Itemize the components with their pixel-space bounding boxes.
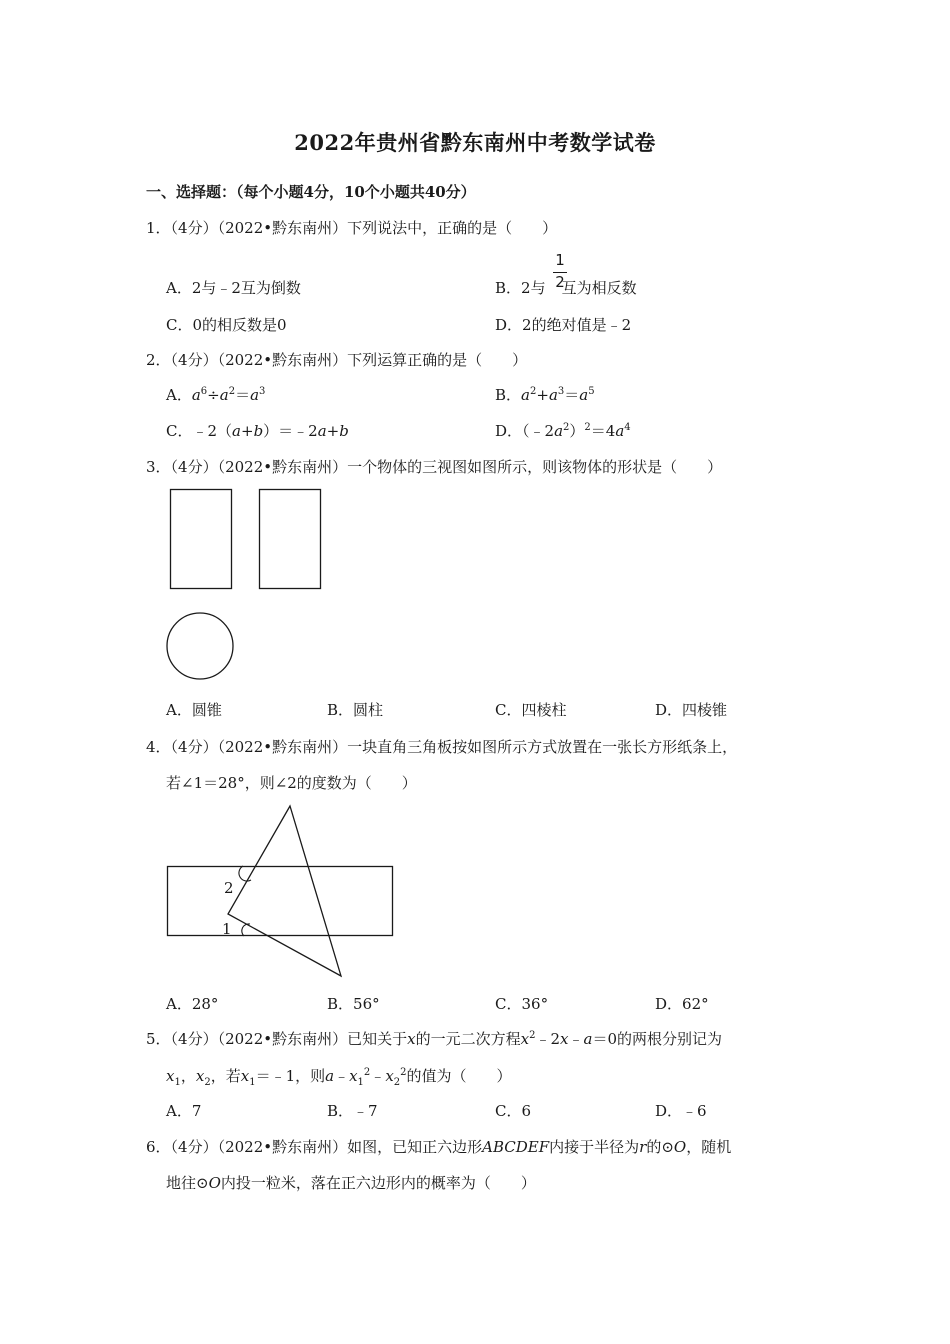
question-4-option-a: A．28° (166, 995, 219, 1013)
question-1-option-a: A．2与﹣2互为倒数 (166, 279, 301, 297)
question-2-source: （2022•黔东南州） (217, 351, 348, 369)
page-title: 2022年贵州省黔东南州中考数学试卷 (294, 130, 656, 155)
question-1-text: 下列说法中，正确的是（ ） (347, 219, 558, 237)
question-6-score: （4分） (170, 1138, 218, 1156)
question-1-option-c: C．0的相反数是0 (166, 316, 287, 334)
angle-1-label: 1 (222, 920, 232, 938)
question-5-text-line2: $x_1$，$x_2$，若$x_1=﹣1$，则$a﹣x_1^2﹣x_2^2$的值为（ ） (166, 1067, 512, 1088)
question-5-score: （4分） (170, 1030, 218, 1048)
section-heading: 一、选择题：（每个小题4分，10个小题共40分） (146, 183, 476, 201)
paper-strip-rect (168, 867, 393, 936)
question-1-source: （2022•黔东南州） (217, 219, 348, 237)
question-3-option-b: B．圆柱 (327, 701, 384, 719)
fraction-numerator: 1 (555, 251, 565, 269)
question-6-stem: 6．（4分）（2022•黔东南州）如图，已知正六边形ABCDEF内接于半径为r的⊙O，随机 (146, 1138, 732, 1156)
question-5-option-b: B．﹣7 (327, 1102, 378, 1120)
question-3-option-d: D．四棱锥 (655, 701, 728, 719)
option-b-prefix: B．2与 (495, 279, 546, 297)
question-4-score: （4分） (170, 738, 218, 756)
question-2-option-c: C．﹣2（a+b）＝﹣2a+b (166, 422, 349, 440)
question-6-source: （2022•黔东南州） (217, 1138, 348, 1156)
fraction-denominator: 2 (555, 273, 565, 291)
question-5-option-a: A．7 (166, 1102, 202, 1120)
question-2-option-a: A．$a^6\div a^2=a^3$ (166, 386, 266, 404)
question-3-text: 一个物体的三视图如图所示，则该物体的形状是（ ） (347, 458, 723, 476)
question-4-text: 一块直角三角板按如图所示方式放置在一张长方形纸条上， (347, 738, 738, 756)
question-2-option-b: B．$a^2+a^3=a^5$ (495, 386, 595, 404)
question-1-option-d: D．2的绝对值是﹣2 (495, 316, 632, 334)
question-5-number: 5． (146, 1030, 171, 1048)
angle-2-arc (239, 866, 251, 881)
question-3-number: 3． (146, 458, 171, 476)
question-4-number: 4． (146, 738, 171, 756)
question-3-option-c: C．四棱柱 (495, 701, 567, 719)
option-b-suffix: 互为相反数 (561, 279, 637, 297)
angle-2-label: 2 (224, 879, 234, 897)
question-5-option-d: D．﹣6 (655, 1102, 707, 1120)
question-6-number: 6． (146, 1138, 171, 1156)
question-5-source: （2022•黔东南州） (217, 1030, 348, 1048)
question-4-option-d: D．62° (655, 995, 709, 1013)
question-1-score: （4分） (170, 219, 218, 237)
question-5-stem: 5．（4分）（2022•黔东南州）已知关于x的一元二次方程$x^2﹣2x﹣a=0$的两根分别记为 (146, 1030, 722, 1048)
question-1-number: 1． (146, 219, 171, 237)
question-2-score: （4分） (170, 351, 218, 369)
question-5-option-c: C．6 (495, 1102, 532, 1120)
question-4-text-line2: 若∠1＝28°，则∠2的度数为（ ） (166, 774, 417, 792)
question-6-text-line2: 地往⊙O内投一粒米，落在正六边形内的概率为（ ） (166, 1174, 536, 1192)
question-2-option-d: D．$(﹣2a^2)^2=4a^4$ (495, 422, 631, 440)
question-2-number: 2． (146, 351, 171, 369)
set-square-triangle (228, 806, 341, 976)
question-3-score: （4分） (170, 458, 218, 476)
question-4-source: （2022•黔东南州） (217, 738, 348, 756)
question-3-option-a: A．圆锥 (166, 701, 222, 719)
question-4-option-c: C．36° (495, 995, 549, 1013)
question-4-option-b: B．56° (327, 995, 380, 1013)
question-3-source: （2022•黔东南州） (217, 458, 348, 476)
question-2-text: 下列运算正确的是（ ） (347, 351, 528, 369)
